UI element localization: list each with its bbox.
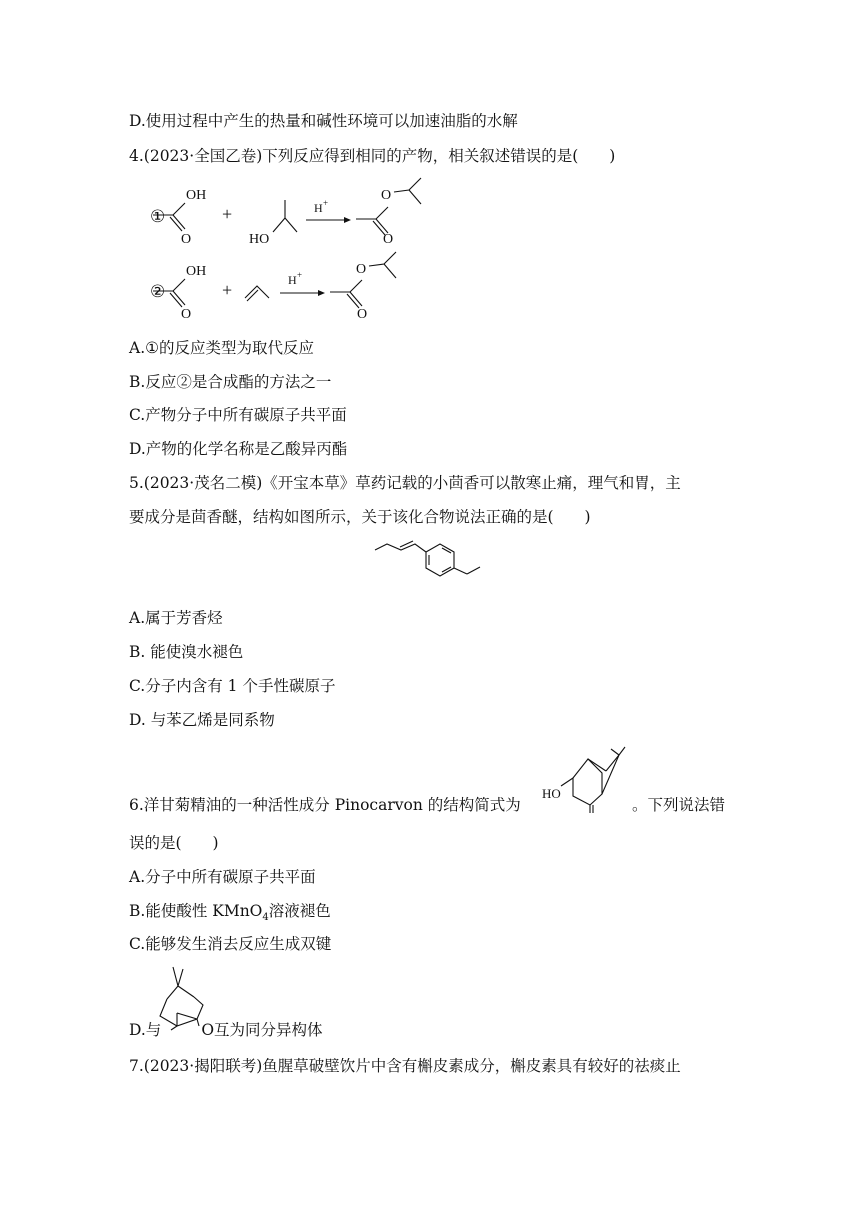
q6-stem-line-1a: 6.洋甘菊精油的一种活性成分 Pinocarvon 的结构简式为 [129, 796, 521, 814]
q6-option-c: C.能够发生消去反应生成双键 [129, 935, 332, 953]
q4-option-a: A.①的反应类型为取代反应 [129, 339, 315, 357]
svg-text:O: O [181, 307, 192, 322]
svg-text:OH: OH [186, 264, 207, 279]
q6-option-a: A.分子中所有碳原子共平面 [129, 868, 316, 886]
q4-option-d: D.产物的化学名称是乙酸异丙酯 [129, 440, 348, 458]
svg-text:HO: HO [249, 232, 270, 247]
svg-text:O: O [356, 262, 367, 277]
q5-option-b: B. 能使溴水褪色 [129, 643, 244, 661]
anethole-structure [370, 538, 490, 588]
q3-option-d: D.使用过程中产生的热量和碱性环境可以加速油脂的水解 [129, 112, 518, 130]
q4-option-b: B.反应②是合成酯的方法之一 [129, 373, 332, 391]
q5-stem-line-1: 5.(2023·茂名二模)《开宝本草》草药记载的小茴香可以散寒止痛，理气和胃，主 [129, 474, 681, 492]
svg-text:OH: OH [186, 188, 207, 203]
q5-option-a: A.属于芳香烃 [129, 609, 223, 627]
svg-text:H: H [314, 201, 323, 215]
reaction-1-marker: ① [150, 207, 166, 226]
q6-option-d: D.与 O互为同分异构体 [129, 1021, 323, 1039]
q5-option-d: D. 与苯乙烯是同系物 [129, 711, 275, 729]
svg-text:+: + [323, 198, 329, 208]
svg-text:O: O [357, 307, 368, 322]
q4-option-c: C.产物分子中所有碳原子共平面 [129, 406, 347, 424]
q5-stem-line-2: 要成分是茴香醚，结构如图所示，关于该化合物说法正确的是( ) [129, 508, 591, 526]
svg-text:H: H [288, 273, 297, 287]
reaction-1-diagram [0, 0, 860, 330]
svg-text:O: O [383, 232, 394, 247]
q6-stem-line-2: 误的是( ) [129, 834, 219, 852]
svg-text:+: + [297, 270, 303, 280]
svg-text:O: O [181, 232, 192, 247]
q4-stem: 4.(2023·全国乙卷)下列反应得到相同的产物，相关叙述错误的是( ) [129, 147, 616, 165]
q6-stem-line-1b: 。下列说法错 [632, 796, 726, 814]
svg-text:HO: HO [542, 786, 561, 801]
q7-stem-line-1: 7.(2023·揭阳联考)鱼腥草破壁饮片中含有槲皮素成分，槲皮素具有较好的祛痰止 [129, 1057, 681, 1075]
pinocarvon-structure [540, 745, 640, 815]
svg-text:O: O [381, 188, 392, 203]
q5-option-c: C.分子内含有 1 个手性碳原子 [129, 677, 336, 695]
plus-1: + [222, 204, 233, 224]
reaction-2-marker: ② [150, 282, 166, 301]
q6-option-b: B.能使酸性 KMnO$_4$溶液褪色 [129, 902, 331, 924]
plus-2: + [222, 280, 233, 300]
